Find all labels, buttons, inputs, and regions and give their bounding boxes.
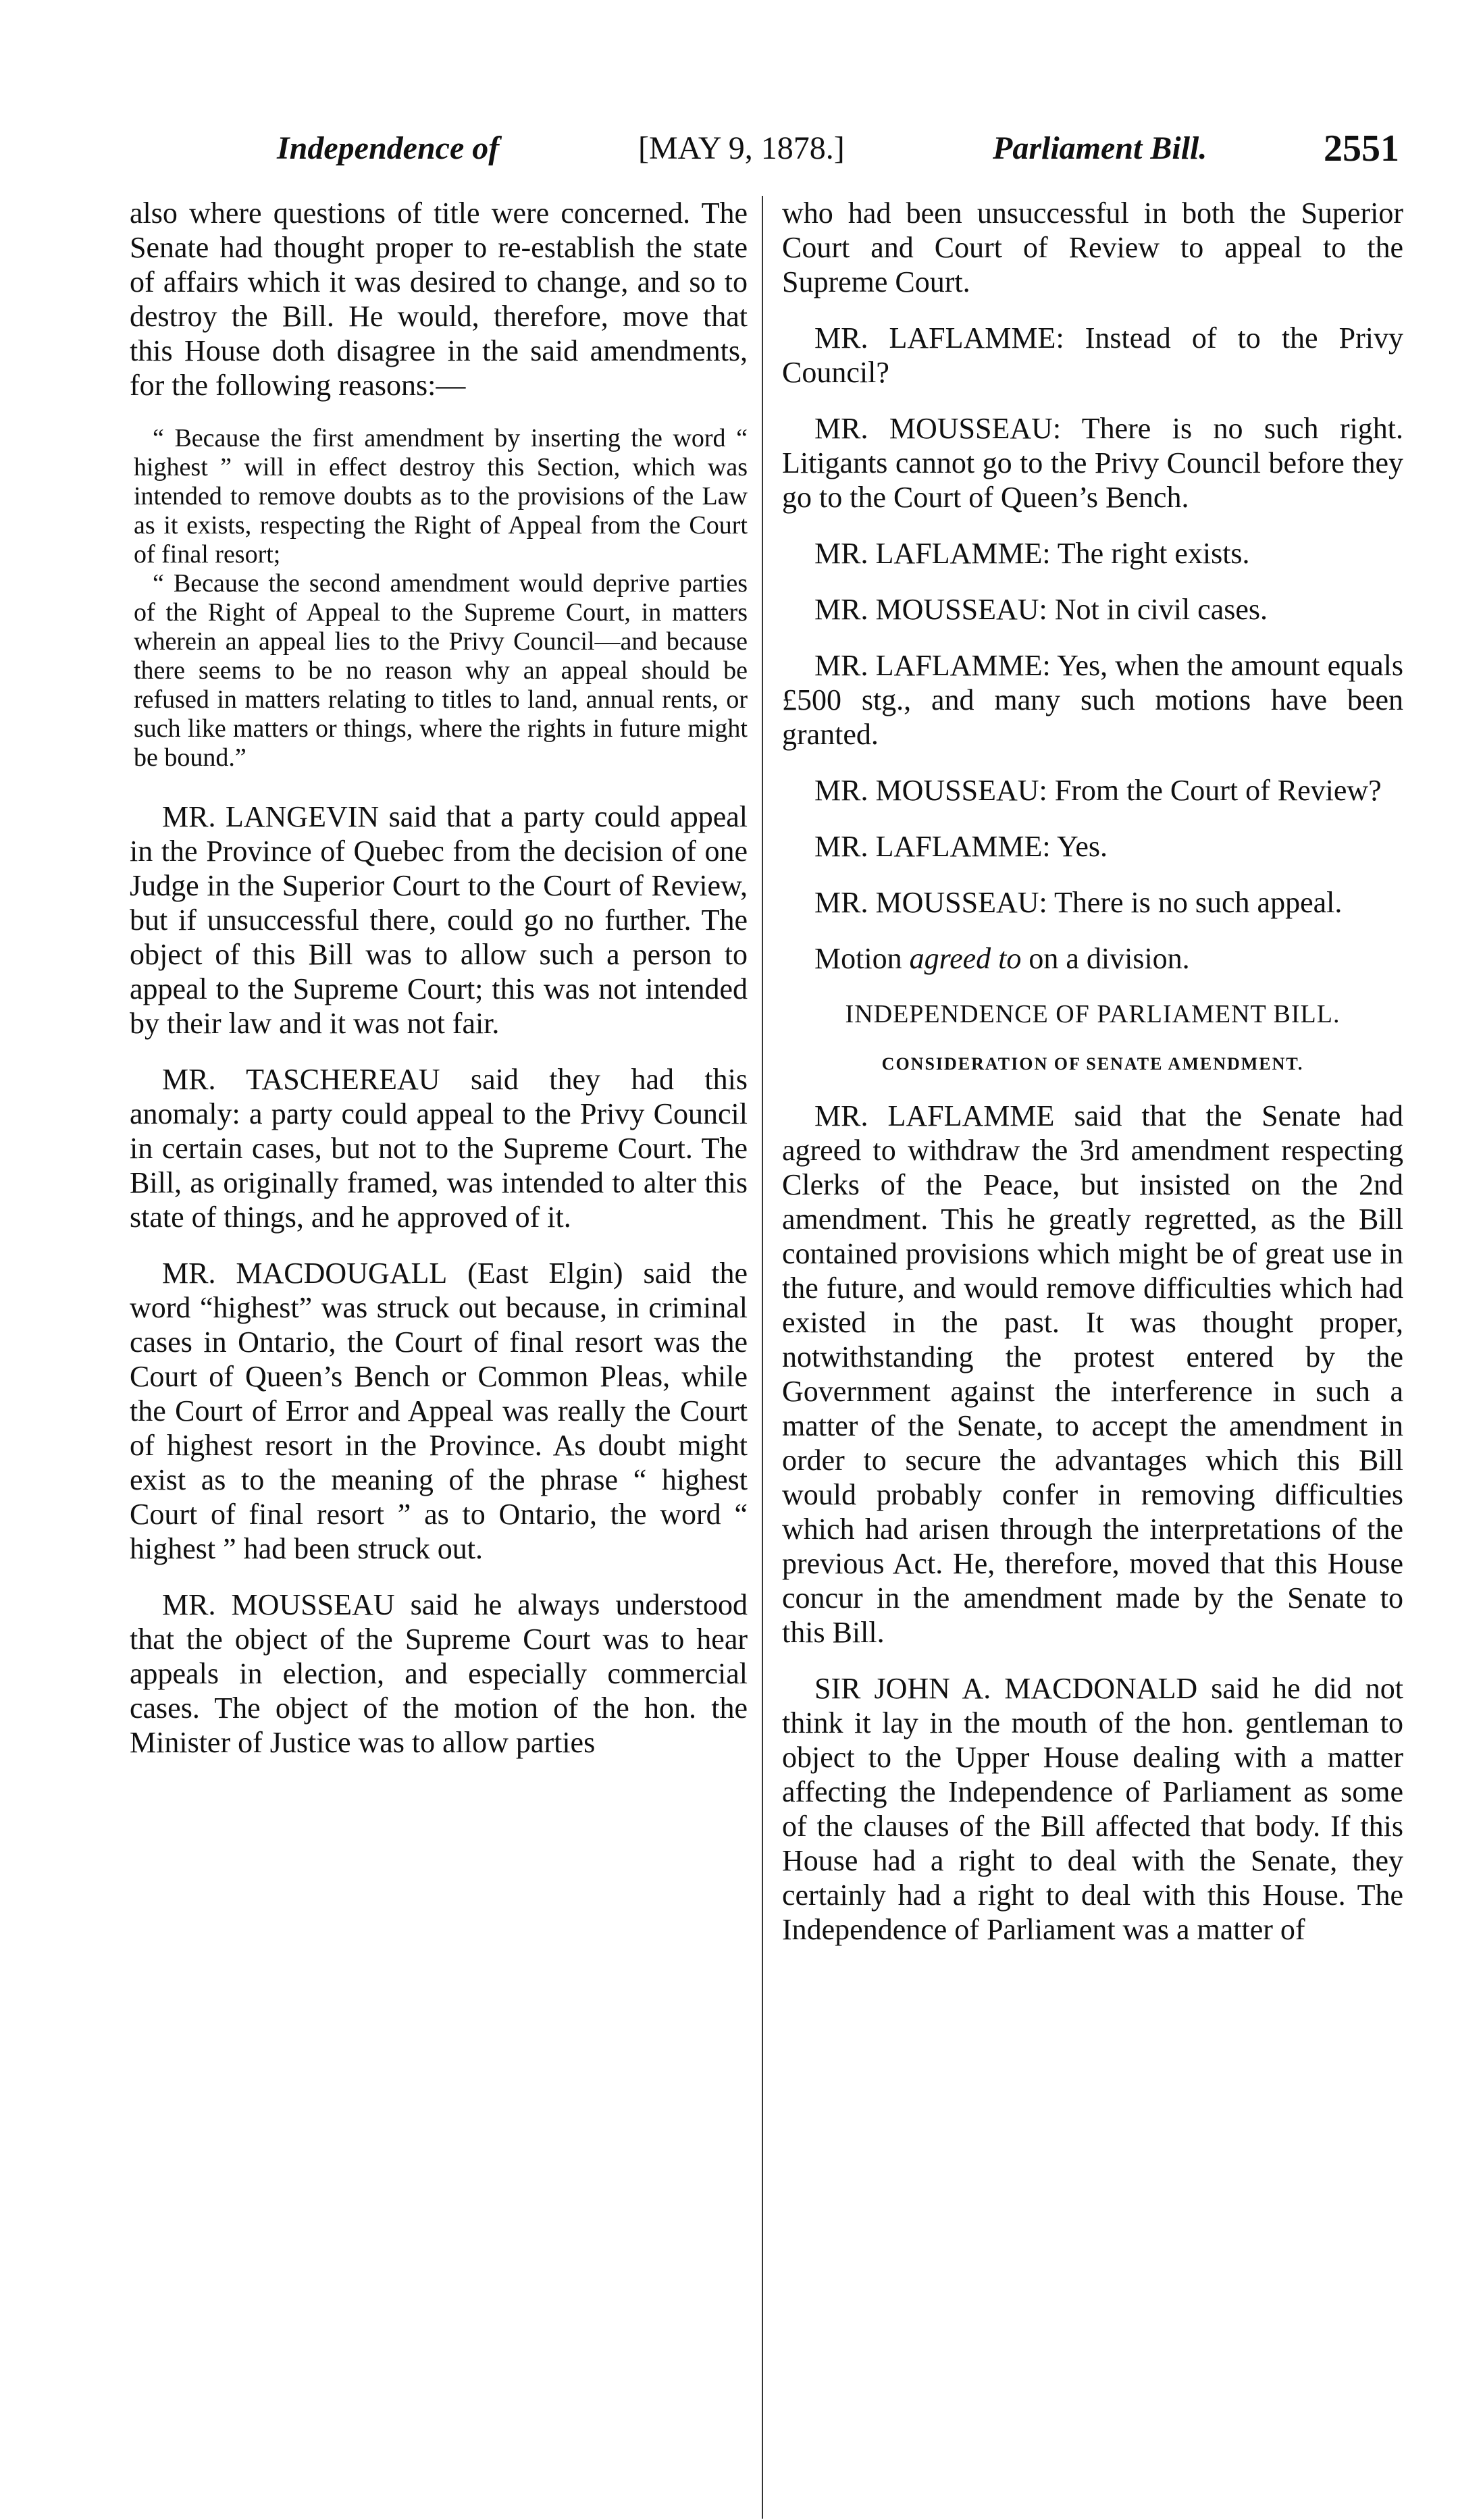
speaker-name: MR. MACDOUGALL — [162, 1257, 448, 1290]
motion-emphasis: agreed to — [909, 942, 1022, 975]
speaker-name: MR. MOUSSEAU — [814, 886, 1039, 919]
motion-result — [782, 941, 1403, 976]
left-column — [130, 196, 748, 1781]
speech-text: said that a party could appeal in the Province of Quebec from the decision of one Judge in the Superior Court to the Court of Review, but if unsuccessful there, could go no further. The object of this Bill was to allow such a person to appeal to the Supreme Court; this was not intended by their law and it was not fair. — [130, 800, 748, 1040]
paragraph-continuation: who had been unsuccessful in both the Superior Court and Court of Review to appeal to the Supreme Court. — [782, 196, 1403, 298]
speech-text: said he always understood that the object of the Supreme Court was to hear appeals in election, and especially commercial cases. The object of the motion of the hon. the Minister of Justice was to allow parties — [130, 1588, 748, 1759]
speaker-name: MR. LAFLAMME — [814, 537, 1043, 570]
speech-text: : Not in civil cases. — [1039, 593, 1268, 626]
motion-suffix: on a division. — [1021, 942, 1190, 975]
speech-text: : Instead of to the Privy Council? — [782, 321, 1403, 389]
section-heading: INDEPENDENCE OF PARLIAMENT BILL. — [845, 1000, 1341, 1028]
block-quote — [130, 424, 748, 772]
speech-mousseau — [130, 1587, 748, 1760]
speech-text: said they had this anomaly: a party could appeal to the Privy Council in certain cases, but not to the Supreme Court. The Bill, as originally framed, was intended to alter this state of things, and he approved of it. — [130, 1063, 748, 1234]
paragraph-continuation: also where questions of title were concerned. The Senate had thought proper to re-establish the state of affairs which it was desired to change, and so to destroy the Bill. He would, therefore, move that this House doth disagree in the said amendments, for the following reasons:— — [130, 196, 748, 402]
speech-text: : Yes. — [1042, 830, 1108, 863]
speech-text: : The right exists. — [1042, 537, 1250, 570]
header-left-title: Independence of — [277, 130, 500, 166]
speech-text: : There is no such right. Litigants cannot go to the Privy Council before they go to the Court of Queen’s Bench. — [782, 412, 1404, 514]
speaker-name: MR. MOUSSEAU — [814, 774, 1039, 807]
header-date: [MAY 9, 1878.] — [638, 130, 845, 166]
exchange-line — [782, 411, 1403, 515]
speech-macdougall — [130, 1256, 748, 1566]
running-header — [0, 115, 1483, 189]
speech-text: : From the Court of Review? — [1039, 774, 1382, 807]
exchange-line — [782, 648, 1403, 752]
speaker-name: SIR JOHN A. MACDONALD — [814, 1672, 1198, 1705]
speech-langevin — [130, 799, 748, 1041]
speaker-name: MR. LAFLAMME — [814, 649, 1043, 682]
speech-taschereau — [130, 1062, 748, 1234]
speaker-name: MR. LAFLAMME — [814, 1099, 1055, 1132]
exchange-line — [782, 592, 1403, 627]
right-column — [782, 196, 1403, 1968]
speech-laflamme — [782, 1099, 1403, 1650]
exchange-line — [782, 773, 1403, 808]
speaker-name: MR. MOUSSEAU — [814, 412, 1053, 445]
speech-text: (East Elgin) said the word “highest” was struck out because, in criminal cases in Ontario, the Court of final resort was the Court of Queen’s Bench or Common Pleas, while the Court of Error and Appeal was really the Court of highest resort in the Province. As doubt might exist as to the meaning of the phrase “ highest Court of final resort ” as to Ontario, the word “ highest ” had been struck out. — [130, 1257, 748, 1565]
page-number: 2551 — [1324, 128, 1399, 169]
speech-text: said that the Senate had agreed to withdraw the 3rd amendment respecting Clerks of the Peace, but insisted on the 2nd amendment. This he greatly regretted, as the Bill contained provisions which might be of great use in the future, and would remove difficulties which had existed in the past. It was thought proper, notwithstanding the protest entered by the Government against the interference in such a matter of the Senate, to accept the amendment in order to secure the advantages which this Bill would probably confer in removing difficulties which had arisen through the interpretations of the previous Act. He, therefore, moved that this House concur in the amendment made by the Senate to this Bill. — [782, 1099, 1404, 1649]
quote-reason-1: “ Because the first amendment by inserting the word “ highest ” will in effect destroy this Section, which was intended to remove doubts as to the provisions of the Law as it exists, respecting the Right of Appeal from the Court of final resort; — [134, 424, 748, 569]
exchange-line — [782, 321, 1403, 390]
motion-prefix: Motion — [814, 942, 910, 975]
column-divider — [762, 196, 763, 2519]
speaker-name: MR. LANGEVIN — [162, 800, 380, 833]
exchange-line — [782, 885, 1403, 920]
exchange-line — [782, 536, 1403, 571]
speech-macdonald — [782, 1671, 1403, 1947]
speaker-name: MR. MOUSSEAU — [162, 1588, 395, 1621]
speech-text: : Yes, when the amount equals £500 stg., and many such motions have been granted. — [782, 649, 1403, 751]
speaker-name: MR. LAFLAMME — [814, 321, 1056, 355]
quote-reason-2: “ Because the second amendment would deprive parties of the Right of Appeal to the Supreme Court, in matters wherein an appeal lies to the Privy Council—and because there seems to be no reason why an appeal should be refused in matters relating to titles to land, annual rents, or such like matters or things, where the rights in future might be bound.” — [134, 569, 748, 772]
header-right-title: Parliament Bill. — [993, 130, 1207, 166]
speech-text: : There is no such appeal. — [1039, 886, 1343, 919]
speaker-name: MR. MOUSSEAU — [814, 593, 1039, 626]
exchange-line — [782, 829, 1403, 864]
speech-text: said he did not think it lay in the mouth of the hon. gentleman to object to the Upper House dealing with a matter affecting the Independence of Parliament as some of the clauses of the Bill affected that body. If this House had a right to deal with the Senate, they certainly had a right to deal with this House. The Independence of Parliament was a matter of — [782, 1672, 1403, 1946]
speaker-name: MR. TASCHEREAU — [162, 1063, 440, 1096]
section-subheading: CONSIDERATION OF SENATE AMENDMENT. — [881, 1054, 1304, 1074]
speaker-name: MR. LAFLAMME — [814, 830, 1043, 863]
